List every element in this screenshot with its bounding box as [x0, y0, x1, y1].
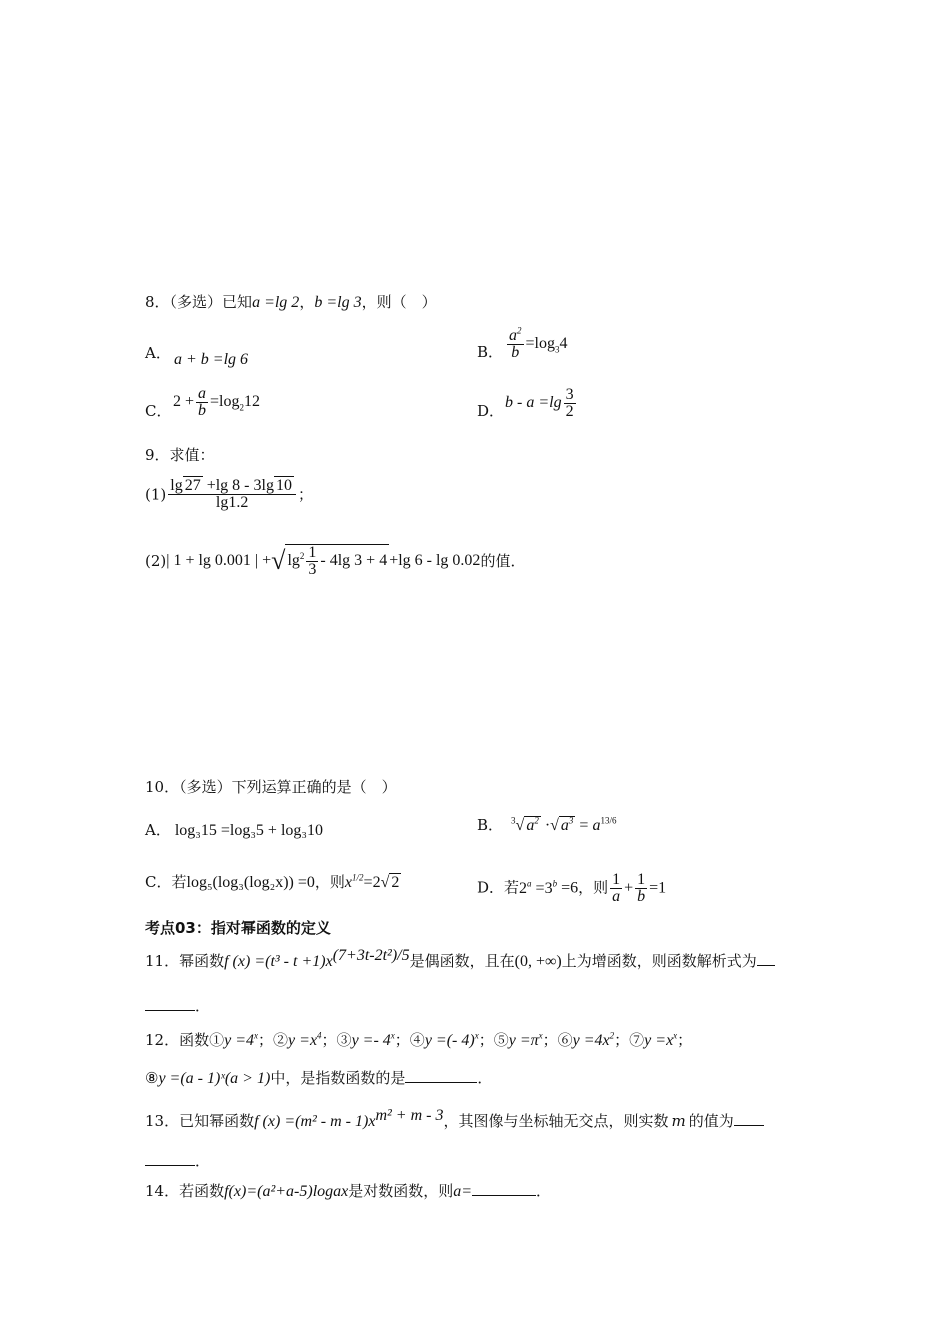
q13-answer-blank[interactable]: [734, 1111, 764, 1126]
q9-part-2: (2)| 1 + lg 0.001 | +√ $\lg^2$ $\frac{1}{3}$ - 4lg 3 + 4 +lg 6 - lg 0.02的值．: [145, 544, 526, 578]
q10-option-b: B． $^3$√ $a^2$ ·√ $a^3 = a^{13/6}$: [477, 815, 617, 834]
q14-answer-blank[interactable]: [472, 1181, 536, 1196]
question-12-cont: ⑧y =(a - 1)ˣ(a > 1)中，是指数函数的是 ．: [145, 1069, 493, 1087]
question-10-stem: 10．（多选）下列运算正确的是（ ）: [145, 778, 397, 796]
q10-option-d: D．若$2^a =3^b =6$，则 $\frac{1}{a}$ + $\frac{1}{b}$ =1: [477, 871, 667, 905]
question-14: 14．若函数f(x)=(a²+a-5)logax是对数函数，则a= ．: [145, 1182, 552, 1200]
q8-option-a-math: a + b =lg 6: [174, 351, 249, 368]
q8-option-d: D．: [477, 402, 505, 420]
q8-option-c: C．: [145, 402, 172, 420]
question-8-stem: 8．（多选）已知a =lg 2，b =lg 3，则（ ）: [145, 293, 437, 311]
q10-option-c: C．若log₅(log₃(log₂x)) =0，则$x^{1/2}=2√$ 2: [145, 872, 400, 891]
q8-option-d-math: b - a =lg $\frac{3}{2}$: [505, 386, 574, 420]
q12-answer-blank[interactable]: [405, 1068, 477, 1083]
q11-answer-blank[interactable]: [757, 951, 775, 966]
q11-answer-blank-cont[interactable]: [145, 996, 195, 1011]
question-11-cont: ．: [145, 996, 210, 1016]
question-12: 12．函数①y $=4^x$；②y $=x^4$；③y =- 4$^x$；④y =(- 4)$^x$；⑤y $=\pi^x$；⑥y $=4x^2$；⑦y $=x^x$；: [145, 1030, 693, 1049]
question-13-cont: ．: [145, 1151, 210, 1171]
q8-option-c-math: 2 + $\frac{a}{b}$ $=\log_212$: [173, 385, 260, 419]
q8-option-b-math: $\frac{a^2}{b}$ $=\log_34$: [509, 325, 568, 361]
question-13: 13．已知幂函数f $(x) =(m^2 - m - 1)x^{m^2 + m - 3}$，其图像与坐标轴无交点，则实数 m 的值为: [145, 1111, 764, 1132]
section-heading: 考点03：指对幂函数的定义: [145, 919, 331, 937]
q13-answer-blank-cont[interactable]: [145, 1151, 195, 1166]
question-11: 11．幂函数f $(x) =(t^3 - t +1)x^{(7+3t-2t^2)/5}$是偶函数，且在(0, +∞)上为增函数，则函数解析式为: [145, 951, 775, 972]
q10-option-a: A． log₃15 =log₃5 + log₃10: [145, 821, 323, 839]
q9-part-1: (1) $\frac{\lg 27 +\lg 8 - 3\lg 10}{\lg 1.2}$ ；: [145, 477, 313, 511]
q8-option-b: B．: [477, 343, 504, 361]
q8-option-a: A．: [145, 344, 171, 362]
question-9-stem: 9．求值：: [145, 446, 215, 464]
